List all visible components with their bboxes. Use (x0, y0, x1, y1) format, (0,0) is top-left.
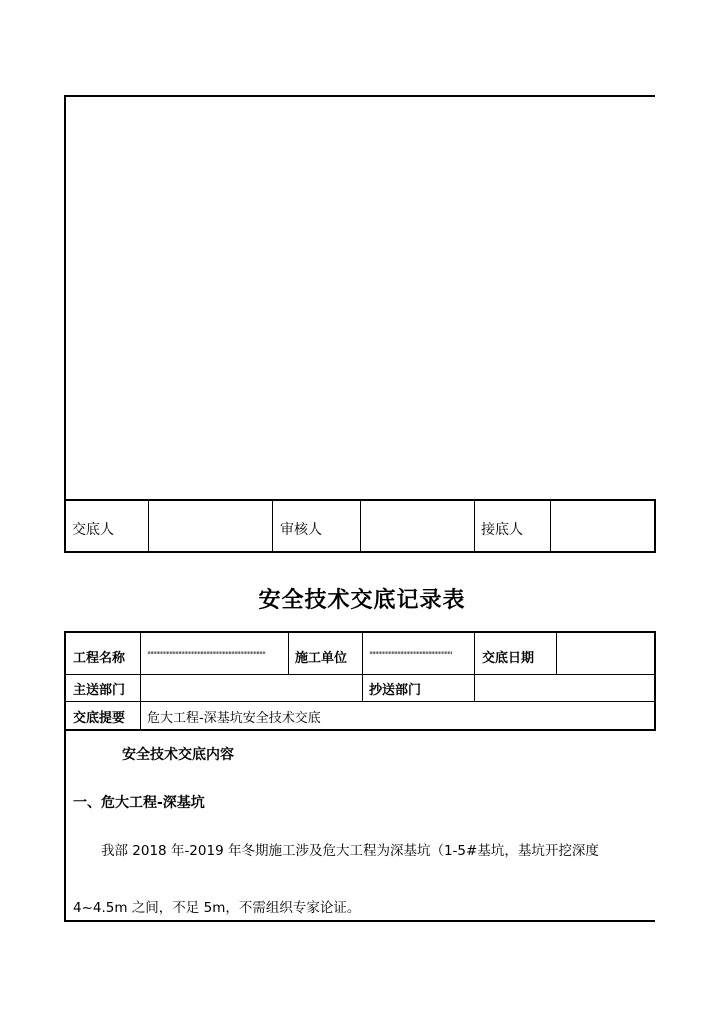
section-title: 一、危大工程-深基坑 (73, 795, 205, 811)
cc-dept-field[interactable] (476, 675, 652, 701)
divider (148, 501, 149, 551)
divider (288, 633, 289, 674)
document-title: 安全技术交底记录表 (258, 588, 466, 613)
project-name-label: 工程名称 (73, 651, 126, 666)
divider (556, 633, 557, 674)
cc-dept-label: 抄送部门 (369, 683, 422, 698)
project-name-value[interactable]: '''''''''''''''''''''''''''''''''''''''''''''''''''''''''''''''''''''''''''''''' (147, 651, 265, 661)
main-dept-label: 主送部门 (73, 683, 126, 698)
discloser-label: 交底人 (72, 522, 114, 538)
divider (474, 501, 475, 551)
info-table (64, 631, 656, 731)
paragraph-line-2: 4~4.5m 之间，不足 5m，不需组织专家论证。 (73, 900, 361, 916)
paragraph-line-1: 我部 2018 年-2019 年冬期施工涉及危大工程为深基坑（1-5#基坑，基坑开挖深度 (101, 843, 599, 859)
divider (140, 633, 141, 674)
signature-row (64, 499, 656, 553)
receiver-label: 接底人 (481, 522, 523, 538)
divider (362, 633, 363, 701)
construction-unit-label: 施工单位 (295, 651, 348, 666)
summary-value: 危大工程-深基坑安全技术交底 (147, 711, 321, 726)
main-dept-field[interactable] (142, 675, 361, 701)
summary-label: 交底提要 (73, 711, 126, 726)
content-section (64, 730, 655, 922)
reviewer-label: 审核人 (280, 522, 322, 538)
construction-unit-value[interactable]: '''''''''''''''''''''''''''''''''''''''''''''''''''''''' (369, 651, 452, 661)
reviewer-field[interactable] (362, 501, 473, 551)
content-heading: 安全技术交底内容 (122, 747, 234, 763)
divider (360, 501, 361, 551)
divider (474, 633, 475, 701)
receiver-field[interactable] (552, 501, 652, 551)
disclosure-date-label: 交底日期 (482, 651, 535, 666)
blank-content-area (64, 95, 655, 500)
divider (550, 501, 551, 551)
row-divider (66, 701, 654, 702)
discloser-field[interactable] (150, 501, 271, 551)
divider (272, 501, 273, 551)
disclosure-date-field[interactable] (558, 633, 652, 674)
